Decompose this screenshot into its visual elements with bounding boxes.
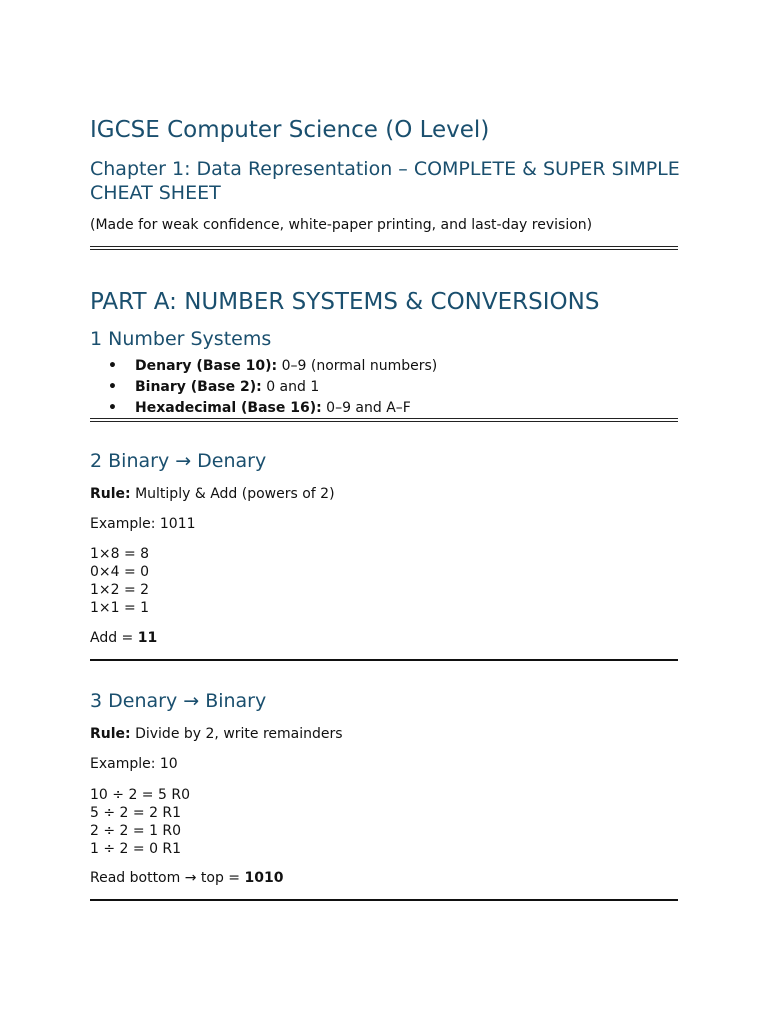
rule-text: Multiply & Add (powers of 2): [130, 486, 335, 502]
item-text: 0–9 (normal numbers): [277, 358, 438, 374]
item-text: 0–9 and A–F: [321, 400, 411, 416]
step-line: 1×8 = 8: [90, 546, 150, 562]
result-value: 11: [137, 630, 158, 646]
step-line: 1×2 = 2: [90, 582, 150, 598]
section-1-heading: 1 Number Systems: [90, 328, 272, 350]
example-line: Example: 10: [90, 756, 178, 772]
result-label: Read bottom → top =: [90, 870, 245, 886]
step-line: 5 ÷ 2 = 2 R1: [90, 805, 182, 821]
result-line: [90, 630, 157, 646]
item-text: 0 and 1: [261, 379, 320, 395]
result-line: [90, 870, 283, 886]
section-2-heading: 2 Binary → Denary: [90, 450, 267, 472]
rule-label: Rule:: [90, 726, 131, 742]
divider: [90, 899, 678, 901]
working-steps: [90, 545, 149, 617]
result-value: 1010: [244, 870, 284, 886]
step-line: 1×1 = 1: [90, 600, 150, 616]
document-title: IGCSE Computer Science (O Level): [90, 117, 490, 143]
bullet: •: [108, 400, 117, 416]
chapter-heading: Chapter 1: Data Representation – COMPLETE & SUPER SIMPLE CHEAT SHEET: [90, 158, 680, 204]
item-label: Hexadecimal (Base 16):: [135, 400, 322, 416]
step-line: 1 ÷ 2 = 0 R1: [90, 841, 182, 857]
double-divider: [90, 246, 678, 250]
working-steps: [90, 786, 190, 858]
step-line: 10 ÷ 2 = 5 R0: [90, 787, 190, 803]
result-label: Add =: [90, 630, 138, 646]
rule-line: [90, 726, 343, 742]
item-label: Denary (Base 10):: [135, 358, 278, 374]
bullet: •: [108, 358, 117, 374]
intro-note: (Made for weak confidence, white-paper printing, and last-day revision): [90, 217, 593, 233]
rule-text: Divide by 2, write remainders: [130, 726, 343, 742]
item-label: Binary (Base 2):: [135, 379, 262, 395]
part-a-heading: PART A: NUMBER SYSTEMS & CONVERSIONS: [90, 289, 600, 315]
list-item: [108, 398, 437, 419]
rule-line: [90, 486, 335, 502]
bullet: •: [108, 379, 117, 395]
section-3-heading: 3 Denary → Binary: [90, 690, 267, 712]
number-systems-list: [108, 356, 437, 419]
divider: [90, 659, 678, 661]
step-line: 2 ÷ 2 = 1 R0: [90, 823, 182, 839]
list-item: [108, 377, 437, 398]
rule-label: Rule:: [90, 486, 131, 502]
step-line: 0×4 = 0: [90, 564, 150, 580]
list-item: [108, 356, 437, 377]
example-line: Example: 1011: [90, 516, 196, 532]
double-divider: [90, 418, 678, 422]
